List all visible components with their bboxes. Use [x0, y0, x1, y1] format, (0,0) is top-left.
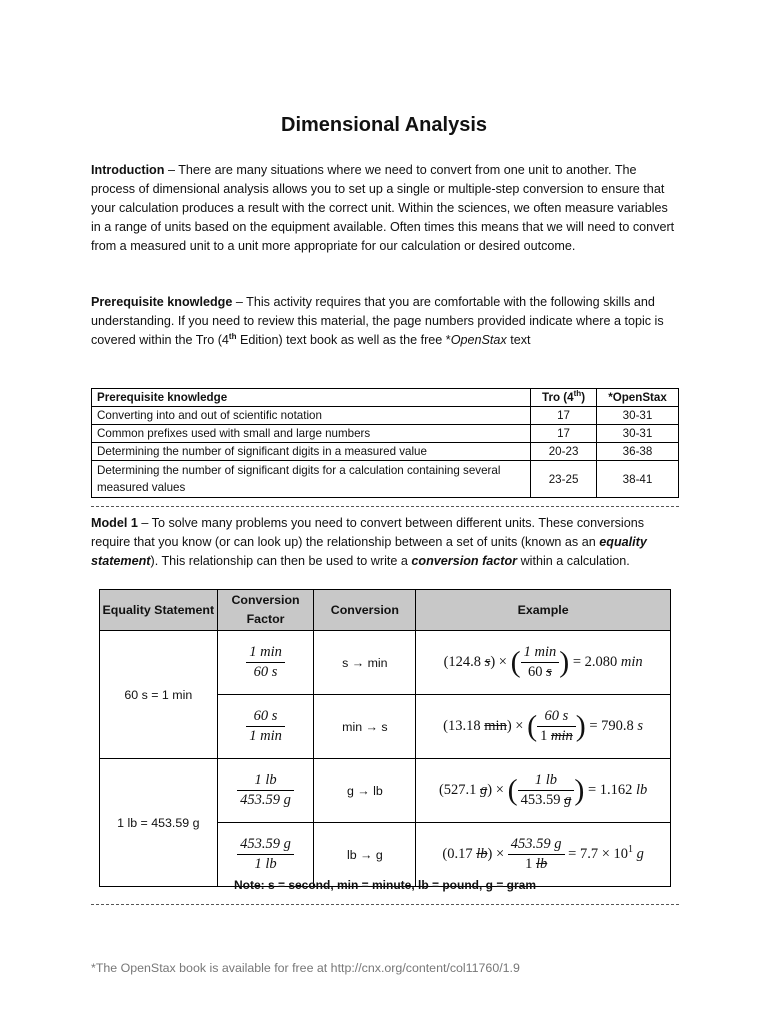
- table-row: [100, 759, 671, 823]
- introduction-text: – There are many situations where we need to convert from one unit to another. The process of dimensional analysis allows you to set up a single or multiple-step conversion to ensure that your calculation produces a result with the correct unit. Within the sciences, we often measure variables in a range of units based on the equipment available. Often times this means that we will need to convert from a measured unit to a unit more appropriate for our calculation or desired outcome.: [91, 163, 675, 253]
- conversion-fraction: $\frac{1 \min}{60 s}$: [246, 643, 285, 682]
- factor-cell: [217, 823, 314, 887]
- tro-page-cell: 20-23: [531, 443, 597, 461]
- openstax-page-cell: 38-41: [597, 461, 679, 498]
- openstax-page-cell: 30-31: [597, 425, 679, 443]
- header-openstax: *OpenStax: [597, 389, 679, 407]
- introduction-label: Introduction: [91, 163, 165, 177]
- prerequisite-text-3: text: [506, 333, 531, 347]
- topic-cell: Determining the number of significant digits in a measured value: [92, 443, 531, 461]
- example-equation: (0.17 lb) × $\frac{453.59 g}{1 lb}$ = $7.7 \times 10^1$ g: [442, 836, 644, 872]
- prerequisite-table: [91, 388, 679, 498]
- topic-cell: Determining the number of significant digits for a calculation containing several measured values: [92, 461, 531, 498]
- topic-cell: Converting into and out of scientific notation: [92, 407, 531, 425]
- header-equality: Equality Statement: [100, 590, 218, 631]
- prerequisite-text-2: Edition) text book as well as the free *: [236, 333, 451, 347]
- table-row: [92, 407, 679, 425]
- header-knowledge: Prerequisite knowledge: [92, 389, 531, 407]
- header-example: Example: [416, 590, 671, 631]
- dashed-divider: [91, 904, 679, 905]
- table-row: [100, 631, 671, 695]
- tro-page-cell: 23-25: [531, 461, 597, 498]
- conversion-fraction: $\frac{453.59 g}{1 lb}$: [237, 835, 294, 874]
- prerequisite-label: Prerequisite knowledge: [91, 295, 233, 309]
- dashed-divider: [91, 506, 679, 507]
- model-paragraph: [91, 514, 681, 571]
- factor-cell: [217, 759, 314, 823]
- tro-page-cell: 17: [531, 425, 597, 443]
- example-equation: (13.18 min) × ( $\frac{60 s}{1 \min}$ ) = 790.8 s: [443, 708, 644, 744]
- openstax-page-cell: 30-31: [597, 407, 679, 425]
- example-cell: [416, 631, 671, 695]
- conversion-fraction: $\frac{1 lb}{453.59 g}$: [237, 771, 294, 810]
- conversion-cell: g → lb: [314, 759, 416, 823]
- table-row: [92, 461, 679, 498]
- conversion-table-header: [100, 590, 671, 631]
- prerequisite-text: – This activity requires that you are comfortable with the following skills and understanding. If you need to review this material, the page numbers provided indicate where a topic is covered within the Tro (4: [91, 295, 664, 347]
- model-text-3: within a calculation.: [517, 554, 630, 568]
- model-text: – To solve many problems you need to convert between different units. These conversions require that you know (or can look up) the relationship between a set of units (known as an: [91, 516, 645, 549]
- prerequisite-paragraph: [91, 293, 681, 350]
- conversion-cell: s → min: [314, 631, 416, 695]
- table-row: [92, 425, 679, 443]
- example-cell: [416, 695, 671, 759]
- factor-cell: [217, 695, 314, 759]
- prerequisite-table-header: [92, 389, 679, 407]
- example-equation: (124.8 s) × ( $\frac{1 \min}{60 s}$ ) = 2.080 min: [443, 644, 643, 680]
- header-factor: Conversion Factor: [217, 590, 314, 631]
- table-row: [92, 443, 679, 461]
- equality-cell: 1 lb = 453.59 g: [100, 759, 218, 887]
- page-title: Dimensional Analysis: [281, 114, 487, 136]
- introduction-paragraph: [91, 161, 681, 256]
- openstax-page-cell: 36-38: [597, 443, 679, 461]
- conversion-table: [99, 589, 671, 887]
- conversion-factor-term: conversion factor: [411, 554, 518, 568]
- conversion-fraction: $\frac{60 s}{1 \min}$: [246, 707, 285, 746]
- equality-cell: 60 s = 1 min: [100, 631, 218, 759]
- example-cell: [416, 823, 671, 887]
- openstax-italic: OpenStax: [450, 333, 507, 347]
- tro-page-cell: 17: [531, 407, 597, 425]
- edition-superscript: th: [228, 331, 237, 341]
- header-conversion: Conversion: [314, 590, 416, 631]
- model-text-2: ). This relationship can then be used to write a: [150, 554, 412, 568]
- header-tro: Tro (4th): [531, 389, 597, 407]
- footer-note: *The OpenStax book is available for free at http://cnx.org/content/col11760/1.9: [91, 961, 520, 975]
- model-label: Model 1: [91, 516, 138, 530]
- conversion-cell: lb → g: [314, 823, 416, 887]
- equality-statement-term: equality statement: [91, 535, 647, 568]
- topic-cell: Common prefixes used with small and large numbers: [92, 425, 531, 443]
- example-equation: (527.1 g) × ( $\frac{1 lb}{453.59 g}$ ) = 1.162 lb: [438, 772, 648, 808]
- units-note: Note: s = second, min = minute, lb = pound, g = gram: [233, 878, 537, 892]
- conversion-cell: min → s: [314, 695, 416, 759]
- factor-cell: [217, 631, 314, 695]
- example-cell: [416, 759, 671, 823]
